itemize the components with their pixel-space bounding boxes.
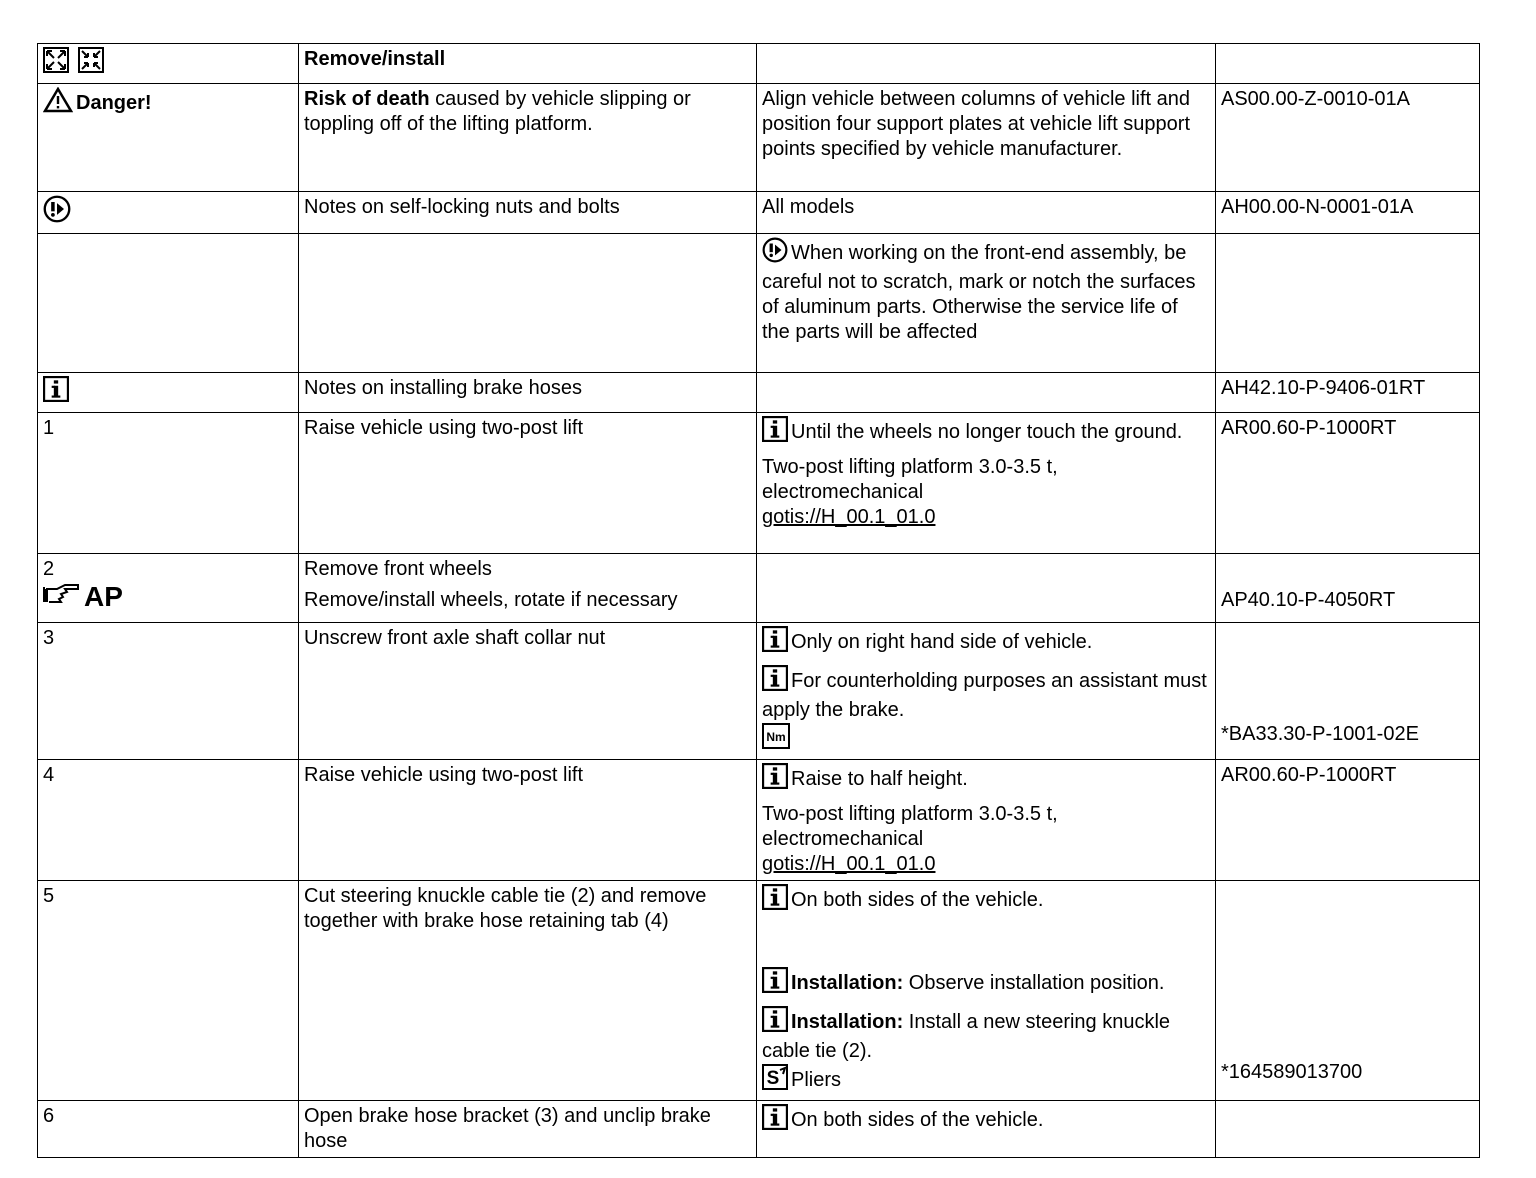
step-action: Remove front wheels	[304, 558, 492, 580]
step-ref-link[interactable]: AR00.60-P-1000RT	[1216, 760, 1480, 881]
svg-text:Nm: Nm	[766, 730, 786, 744]
step-number: 5	[38, 881, 299, 1101]
tool-text: Two-post lifting platform 3.0-3.5 t, electromechanical	[762, 456, 1058, 503]
installation-text: Install a new steering knuckle cable tie (2).	[762, 1011, 1171, 1062]
tool-text: Pliers	[791, 1069, 842, 1091]
step-number: 1	[38, 413, 299, 554]
step-info: Raise to half height.	[791, 768, 968, 790]
step-row	[38, 881, 1480, 1101]
step-row	[38, 554, 1480, 623]
step-action: Open brake hose bracket (3) and unclip brake hose	[299, 1101, 757, 1158]
info-icon	[762, 763, 788, 796]
self-locking-row	[38, 192, 1480, 234]
procedure-table	[37, 43, 1480, 1158]
aluminum-note-row	[38, 234, 1480, 373]
danger-ref-link[interactable]: AS00.00-Z-0010-01A	[1216, 84, 1480, 192]
info-icon	[43, 376, 69, 409]
danger-label: Danger!	[76, 92, 152, 114]
gotis-link[interactable]: gotis://H_00.1_01.0	[762, 853, 936, 875]
danger-instruction: Align vehicle between columns of vehicle lift and position four support plates at vehicle lift support points specified by vehicle manufacturer.	[757, 84, 1216, 192]
page-title: Remove/install	[299, 44, 757, 84]
step-row	[38, 623, 1480, 760]
step-action: Raise vehicle using two-post lift	[299, 760, 757, 881]
step-row	[38, 1101, 1480, 1158]
step-ref-link[interactable]: *164589013700	[1221, 1061, 1363, 1083]
installation-label: Installation:	[791, 1011, 904, 1033]
info-icon	[762, 967, 788, 1000]
installation-label: Installation:	[791, 972, 904, 994]
step-ref-link[interactable]: AP40.10-P-4050RT	[1221, 589, 1396, 611]
danger-row	[38, 84, 1480, 192]
info-icon	[762, 626, 788, 659]
step-action: Raise vehicle using two-post lift	[299, 413, 757, 554]
models-text: All models	[757, 192, 1216, 234]
header-row	[38, 44, 1480, 84]
expand-icon[interactable]	[43, 47, 69, 80]
special-tool-icon	[762, 1064, 788, 1097]
risk-title: Risk of death	[304, 88, 430, 110]
svg-text:S: S	[766, 1068, 780, 1089]
info-icon	[762, 416, 788, 449]
info-icon	[762, 665, 788, 698]
aluminum-note: When working on the front-end assembly, be careful not to scratch, mark or notch the surfaces of aluminum parts. Otherwise the service life of the parts will be affected	[762, 242, 1196, 343]
step-ref-link[interactable]: *BA33.30-P-1001-02E	[1221, 723, 1419, 745]
risk-text: caused by vehicle slipping or toppling off of the lifting platform.	[304, 88, 691, 135]
step-number: 3	[38, 623, 299, 760]
step-row	[38, 760, 1480, 881]
brake-hoses-ref-link[interactable]: AH42.10-P-9406-01RT	[1216, 373, 1480, 413]
step-info: Until the wheels no longer touch the ground.	[791, 421, 1183, 443]
step-info: For counterholding purposes an assistant must apply the brake.	[762, 670, 1207, 721]
self-locking-ref-link[interactable]: AH00.00-N-0001-01A	[1216, 192, 1480, 234]
self-locking-note: Notes on self-locking nuts and bolts	[299, 192, 757, 234]
note-icon	[43, 195, 71, 230]
step-sub-action: Remove/install wheels, rotate if necessary	[304, 589, 678, 611]
step-row	[38, 413, 1480, 554]
info-icon	[762, 1006, 788, 1039]
collapse-icon[interactable]	[78, 47, 104, 80]
expand-collapse-cell	[38, 44, 299, 84]
brake-hoses-row	[38, 373, 1480, 413]
info-icon	[762, 884, 788, 917]
info-icon	[762, 1104, 788, 1137]
warning-triangle-icon	[43, 87, 73, 120]
step-info: On both sides of the vehicle.	[791, 889, 1044, 911]
step-info: Only on right hand side of vehicle.	[791, 631, 1093, 653]
tool-text: Two-post lifting platform 3.0-3.5 t, electromechanical	[762, 803, 1058, 850]
gotis-link[interactable]: gotis://H_00.1_01.0	[762, 506, 936, 528]
step-number: 4	[38, 760, 299, 881]
step-action: Cut steering knuckle cable tie (2) and remove together with brake hose retaining tab (4)	[299, 881, 757, 1101]
installation-text: Observe installation position.	[903, 972, 1165, 994]
pointing-hand-icon	[43, 582, 81, 613]
step-action: Unscrew front axle shaft collar nut	[299, 623, 757, 760]
note-icon	[762, 237, 788, 270]
step-number: 6	[38, 1101, 299, 1158]
torque-icon	[762, 723, 790, 756]
step-info: On both sides of the vehicle.	[791, 1109, 1044, 1131]
ap-label: AP	[84, 581, 123, 612]
brake-hoses-note: Notes on installing brake hoses	[299, 373, 757, 413]
step-ref-link[interactable]: AR00.60-P-1000RT	[1216, 413, 1480, 554]
step-number: 2	[43, 558, 55, 580]
